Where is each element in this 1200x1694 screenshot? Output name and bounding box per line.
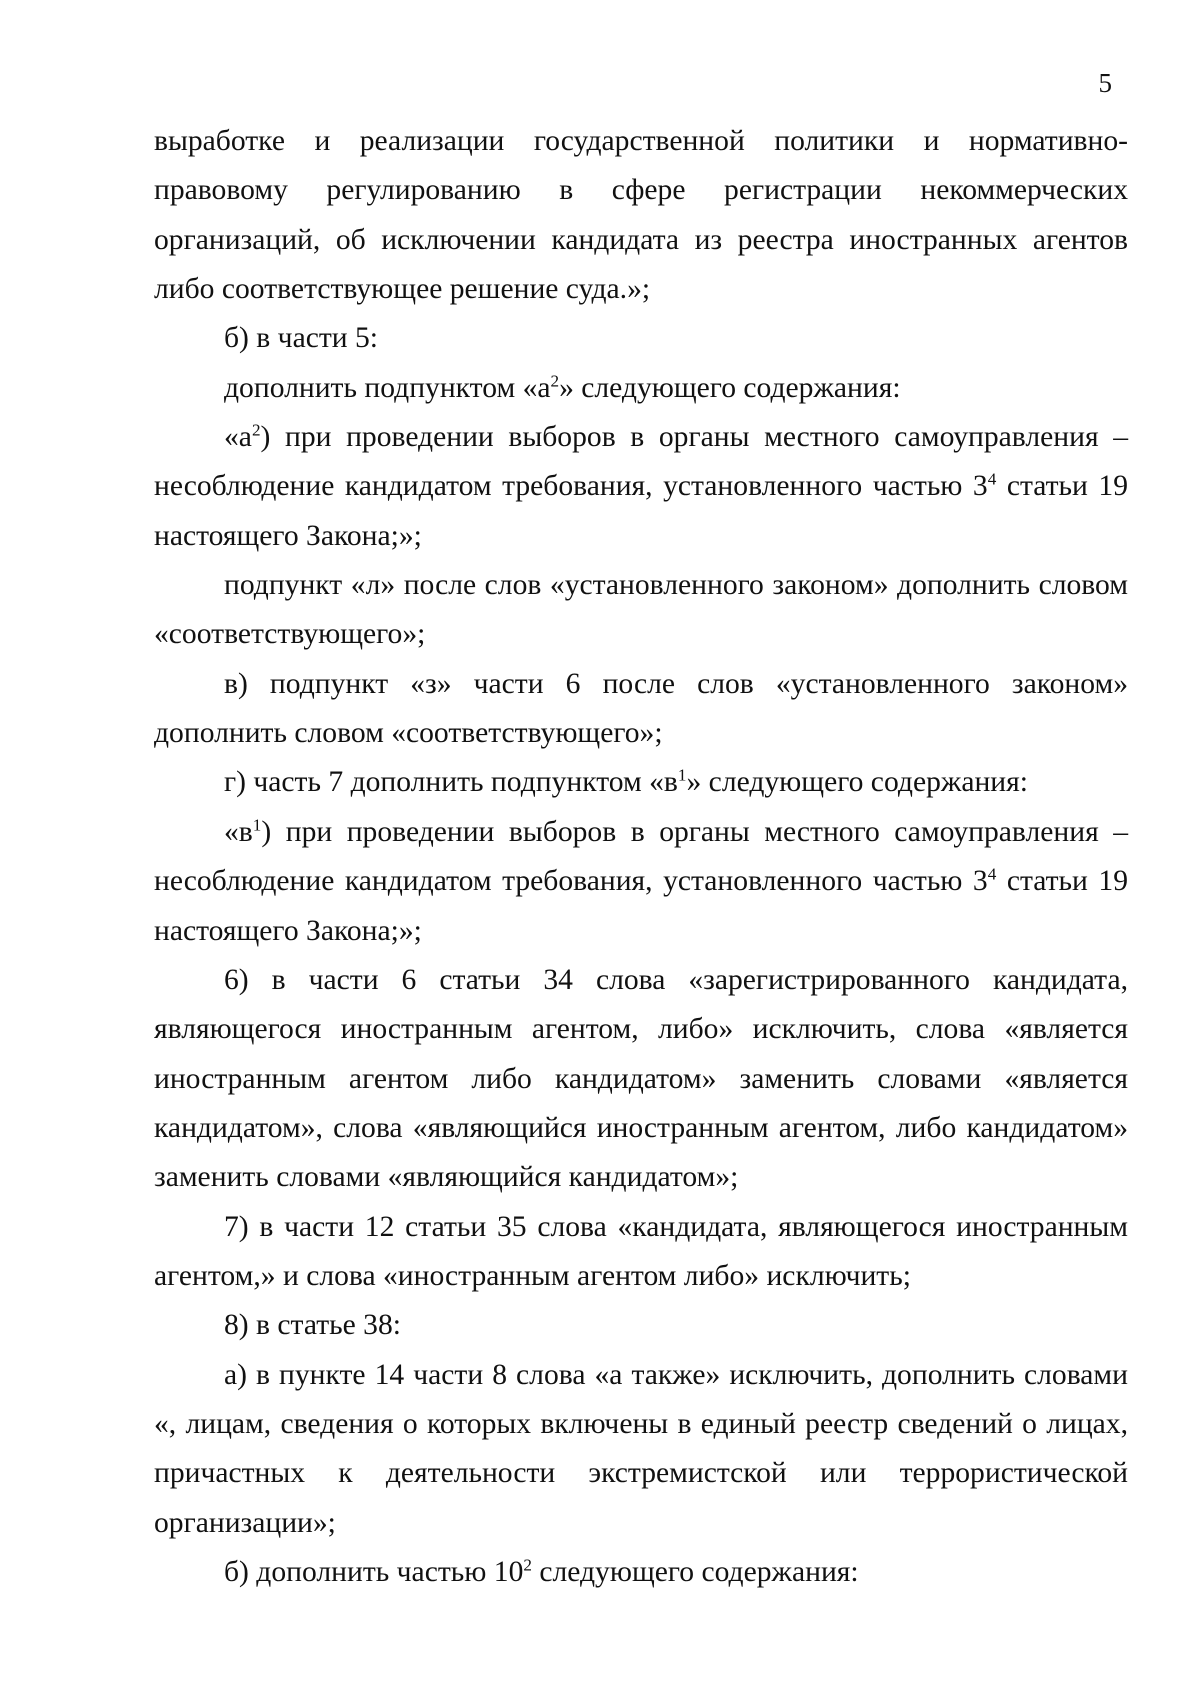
paragraph-4 <box>154 413 1128 561</box>
superscript-v1: 1 <box>677 765 687 785</box>
paragraph-3-text-before: дополнить подпунктом «а <box>224 371 551 404</box>
paragraph-5: подпункт «л» после слов «установленного законом» дополнить словом «соответствующего»; <box>154 569 1128 651</box>
superscript-10-2: 2 <box>523 1555 532 1575</box>
document-body <box>154 117 1128 1597</box>
paragraph-4-text-middle: ) при проведении выборов в органы местного самоуправления – несоблюдение кандидатом требования, установленного частью 3 <box>154 421 1128 503</box>
paragraph-7-text-before: г) часть 7 дополнить подпунктом «в <box>224 766 678 799</box>
paragraph-13-text-after: следующего содержания: <box>531 1555 859 1588</box>
paragraph-3 <box>154 364 1128 413</box>
paragraph-7-text-after: » следующего содержания: <box>686 766 1028 799</box>
paragraph-8-text-middle: ) при проведении выборов в органы местного самоуправления – несоблюдение кандидатом требования, установленного частью 3 <box>154 815 1128 898</box>
superscript-v1-item: 1 <box>252 815 262 835</box>
paragraph-4-text-before: «а <box>224 421 252 454</box>
paragraph-13-text-before: б) дополнить частью 10 <box>224 1555 524 1588</box>
paragraph-1: выработке и реализации государственной политики и нормативно-правовому регулированию в сфере регистрации некоммерческих организаций, об исключении кандидата из реестра иностранных агентов либо соответствующее решение суда.»; <box>154 125 1128 306</box>
paragraph-8-text-before: «в <box>224 815 253 848</box>
superscript-a2-item: 2 <box>251 420 261 440</box>
paragraph-13 <box>154 1548 1128 1597</box>
paragraph-8 <box>154 808 1128 956</box>
paragraph-10: 7) в части 12 статьи 35 слова «кандидата, являющегося иностранным агентом,» и слова «иностранным агентом либо» исключить; <box>154 1210 1128 1292</box>
paragraph-7 <box>154 758 1128 807</box>
paragraph-11: 8) в статье 38: <box>224 1309 401 1342</box>
superscript-part-3-4: 4 <box>987 469 997 489</box>
paragraph-3-text-after: » следующего содержания: <box>559 371 901 404</box>
paragraph-6: в) подпункт «з» части 6 после слов «установленного законом» дополнить словом «соответствующего»; <box>154 667 1128 750</box>
paragraph-9: 6) в части 6 статьи 34 слова «зарегистрированного кандидата, являющегося иностранным агентом, либо» исключить, слова «является иностранным агентом либо кандидатом» заменить словами «является кандидатом», слова «являющийся иностранным агентом, либо кандидатом» заменить словами «являющийся кандидатом»; <box>154 963 1128 1194</box>
paragraph-8-text-after: статьи 19 настоящего Закона;»; <box>154 865 1128 947</box>
page-number: 5 <box>1098 68 1112 98</box>
paragraph-12: а) в пункте 14 части 8 слова «а также» исключить, дополнить словами «, лицам, сведения о которых включены в единый реестр сведений о лицах, причастных к деятельности экстремистской или террористической организации»; <box>154 1358 1128 1539</box>
paragraph-4-text-after: статьи 19 настоящего Закона;»; <box>154 470 1128 552</box>
superscript-part-3-4-second: 4 <box>987 864 997 884</box>
paragraph-2: б) в части 5: <box>224 322 379 355</box>
superscript-a2: 2 <box>550 371 560 391</box>
